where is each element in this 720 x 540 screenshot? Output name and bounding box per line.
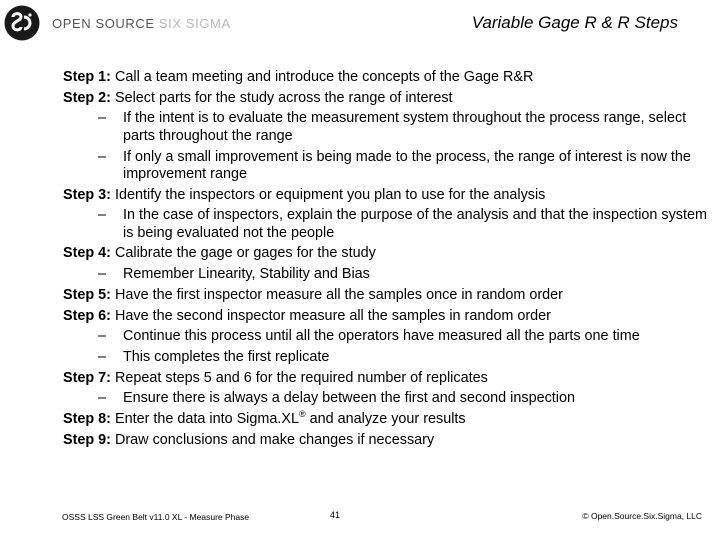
step-item [63, 245, 713, 262]
sub-step-item [63, 349, 713, 366]
step-item [63, 187, 713, 204]
step-text: Repeat steps 5 and 6 for the required number of replicates [114, 369, 488, 386]
step-item [63, 69, 713, 86]
dash-bullet: – [98, 207, 107, 224]
step-text-after: and analyze your results [305, 411, 466, 428]
sub-step-text: Continue this process until all the operators have measured all the parts one time [123, 328, 640, 345]
sub-step-item [63, 328, 713, 345]
step-item [63, 432, 713, 449]
dash-bullet: – [98, 328, 107, 345]
step-text: Calibrate the gage or gages for the study [114, 245, 376, 262]
step-label: Step 9: [63, 431, 111, 448]
step-label: Step 6: [63, 307, 111, 324]
dash-bullet: – [98, 390, 107, 407]
sub-step-item [63, 110, 713, 145]
logo-mark-icon [4, 5, 40, 41]
footer-page-number: 41 [330, 510, 341, 520]
footer-copyright: © Open.Source.Six.Sigma, LLC [582, 511, 702, 521]
step-text: Draw conclusions and make changes if necessary [114, 431, 435, 448]
sub-step-item [63, 207, 713, 242]
dash-bullet: – [98, 110, 107, 127]
step-item [63, 411, 713, 428]
dash-bullet: – [98, 266, 107, 283]
step-label: Step 4: [63, 245, 111, 262]
step-item [63, 90, 713, 107]
step-text: Identify the inspectors or equipment you plan to use for the analysis [114, 186, 546, 203]
step-label: Step 7: [63, 369, 111, 386]
steps-list [63, 69, 713, 452]
sub-step-text: In the case of inspectors, explain the purpose of the analysis and that the inspection system is being evaluated not the people [123, 207, 707, 241]
brand-logo [4, 5, 231, 41]
step-label: Step 5: [63, 286, 111, 303]
sub-step-text: This completes the first replicate [123, 348, 330, 365]
step-label: Step 1: [63, 69, 111, 85]
registered-mark: ® [298, 409, 306, 420]
sub-step-item [63, 149, 713, 184]
step-item [63, 370, 713, 387]
footer-course: OSSS LSS Green Belt v11.0 XL - Measure Phase [62, 512, 250, 522]
sub-step-text: Remember Linearity, Stability and Bias [123, 266, 370, 283]
sub-step-text: If only a small improvement is being made to the process, the range of interest is now the improvement range [123, 148, 691, 182]
sub-step-text: If the intent is to evaluate the measurement system throughout the process range, select parts throughout the range [123, 110, 687, 144]
step-item [63, 287, 713, 304]
step-text: Enter the data into Sigma.XL [114, 411, 299, 428]
dash-bullet: – [98, 148, 107, 165]
dash-bullet: – [98, 348, 107, 365]
step-text: Select parts for the study across the range of interest [114, 89, 453, 106]
page-title: Variable Gage R & R Steps [471, 13, 678, 32]
step-item [63, 308, 713, 325]
step-label: Step 2: [63, 89, 111, 106]
step-text: Call a team meeting and introduce the concepts of the Gage R&R [114, 69, 534, 85]
sub-step-item [63, 266, 713, 283]
step-text: Have the first inspector measure all the samples once in random order [114, 286, 563, 303]
sub-step-text: Ensure there is always a delay between the first and second inspection [123, 390, 575, 407]
sub-step-item [63, 390, 713, 407]
step-text: Have the second inspector measure all the samples in random order [114, 307, 551, 324]
step-label: Step 8: [63, 411, 111, 428]
brand-name: OPEN SOURCE SIX SIGMA [52, 15, 231, 31]
step-label: Step 3: [63, 186, 111, 203]
